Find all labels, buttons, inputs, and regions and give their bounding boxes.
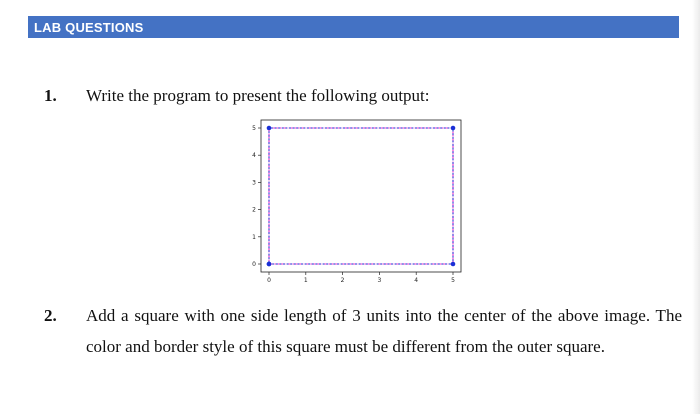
series-point: [451, 126, 456, 131]
y-axis-ticks: [252, 125, 261, 268]
x-tick-label: 4: [414, 277, 419, 284]
question-2-text-line-2: color and border style of this square must be different from the outer square.: [86, 337, 605, 356]
y-tick-label: 2: [252, 206, 256, 214]
x-tick-label: 5: [451, 277, 455, 284]
question-2-number: 2.: [44, 306, 57, 325]
x-tick-label: 2: [340, 277, 345, 284]
x-tick-label: 3: [377, 277, 382, 284]
series-point: [267, 126, 272, 131]
series-line-0: [269, 128, 453, 264]
x-axis-ticks: [267, 272, 455, 284]
y-tick-label: 1: [252, 233, 256, 241]
series-point: [451, 262, 456, 267]
section-header-title: LAB QUESTIONS: [34, 19, 144, 35]
page-edge-shadow: [692, 0, 700, 414]
y-tick-label: 5: [252, 125, 256, 132]
x-tick-label: 0: [267, 277, 271, 284]
question-2-text: [86, 300, 682, 362]
series-line-1: [269, 128, 453, 264]
series-point: [267, 262, 272, 267]
x-tick-label: 1: [303, 277, 308, 284]
y-tick-label: 4: [252, 152, 256, 160]
output-chart: [236, 112, 466, 292]
chart-series: [267, 126, 456, 267]
y-tick-label: 3: [252, 179, 256, 187]
question-2-text-line-1: Add a square with one side length of 3 units into the center of the above image. The: [86, 306, 682, 325]
y-tick-label: 0: [252, 261, 256, 268]
question-1-number: 1.: [44, 86, 57, 105]
section-header-bar: [28, 16, 679, 38]
question-1-text: Write the program to present the following output:: [86, 86, 430, 105]
plot-area-frame: [261, 120, 461, 272]
